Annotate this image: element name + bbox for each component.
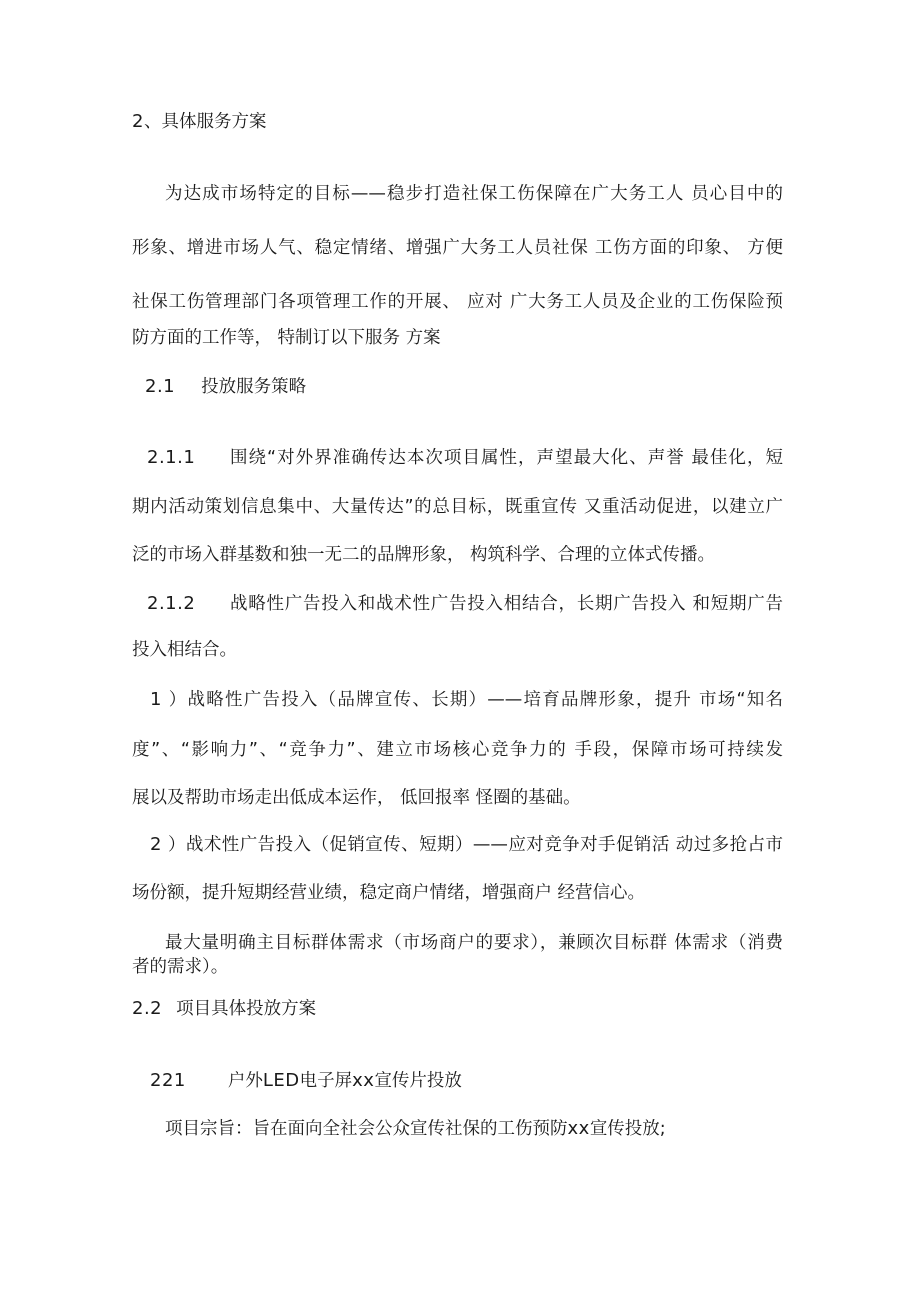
item-2-1-1-number: 2.1.1 <box>147 447 196 468</box>
intro-line-3: 社保工伤管理部门各项管理工作的开展、 应对 广大务工人员及企业的工伤保险预 <box>132 292 783 312</box>
item-2-1-1-line-2: 期内活动策划信息集中、大量传达”的总目标，既重宣传 又重活动促进，以建立广 <box>132 497 783 517</box>
item-2-1-1-line-1: 围绕“对外界准确传达本次项目属性，声望最大化、声誉 最佳化，短 <box>230 448 783 468</box>
item-2-1-2-line-1: 战略性广告投入和战术性广告投入相结合，长期广告投入 和短期广告 <box>230 594 783 614</box>
purpose-line: 项目宗旨：旨在面向全社会公众宣传社保的工伤预防xx宣传投放; <box>165 1118 666 1139</box>
section-2-1-heading <box>145 375 805 399</box>
point-1-line-3: 展以及帮助市场走出低成本运作， 低回报率 怪圈的基础。 <box>132 788 581 808</box>
item-2-1-2-number: 2.1.2 <box>147 593 196 614</box>
section-2-heading <box>132 110 792 134</box>
item-2-1-2-line-2: 投入相结合。 <box>132 640 237 660</box>
item-2-2-1-number: 221 <box>150 1070 186 1091</box>
section-2-2-heading <box>132 997 792 1021</box>
section-2-title: 、具体服务方案 <box>143 112 267 132</box>
intro-line-2: 形象、增进市场人气、稳定情绪、增强广大务工人员社保 工伤方面的印象、 方便 <box>132 238 783 258</box>
demand-line-1: 最大量明确主目标群体需求（市场商户的要求），兼顾次目标群 体需求（消费 <box>165 933 783 953</box>
item-2-1-1-line-3: 泛的市场入群基数和独一无二的品牌形象， 构筑科学、合理的立体式传播。 <box>132 545 716 565</box>
section-2-1-title: 投放服务策略 <box>201 377 307 397</box>
section-2-1-number: 2.1 <box>145 376 176 397</box>
point-1-line-1: 1 ）战略性广告投入（品牌宣传、长期）——培育品牌形象，提升 市场“知名 <box>150 689 783 710</box>
point-2-line-1: 2 ）战术性广告投入（促销宣传、短期）——应对竞争对手促销活 动过多抢占市 <box>150 834 783 855</box>
section-2-2-number: 2.2 <box>132 998 163 1019</box>
point-1-line-2: 度”、“影响力”、“竞争力”、建立市场核心竞争力的 手段，保障市场可持续发 <box>132 740 783 760</box>
point-2-line-2: 场份额，提升短期经营业绩，稳定商户情绪，增强商户 经营信心。 <box>132 883 646 903</box>
item-2-2-1-heading: 221 户外LED电子屏xx宣传片投放 <box>150 1070 462 1091</box>
section-2-2-title: 项目具体投放方案 <box>176 999 317 1019</box>
section-2-number: 2 <box>132 111 144 132</box>
intro-line-1: 为达成市场特定的目标——稳步打造社保工伤保障在广大务工人 员心目中的 <box>165 184 783 204</box>
intro-line-4: 防方面的工作等， 特制订以下服务 方案 <box>132 328 441 348</box>
demand-line-2: 者的需求）。 <box>132 957 229 977</box>
point-2-number: 2 <box>150 834 162 855</box>
point-1-number: 1 <box>150 689 162 710</box>
purpose-label: 项目宗旨： <box>165 1119 253 1139</box>
